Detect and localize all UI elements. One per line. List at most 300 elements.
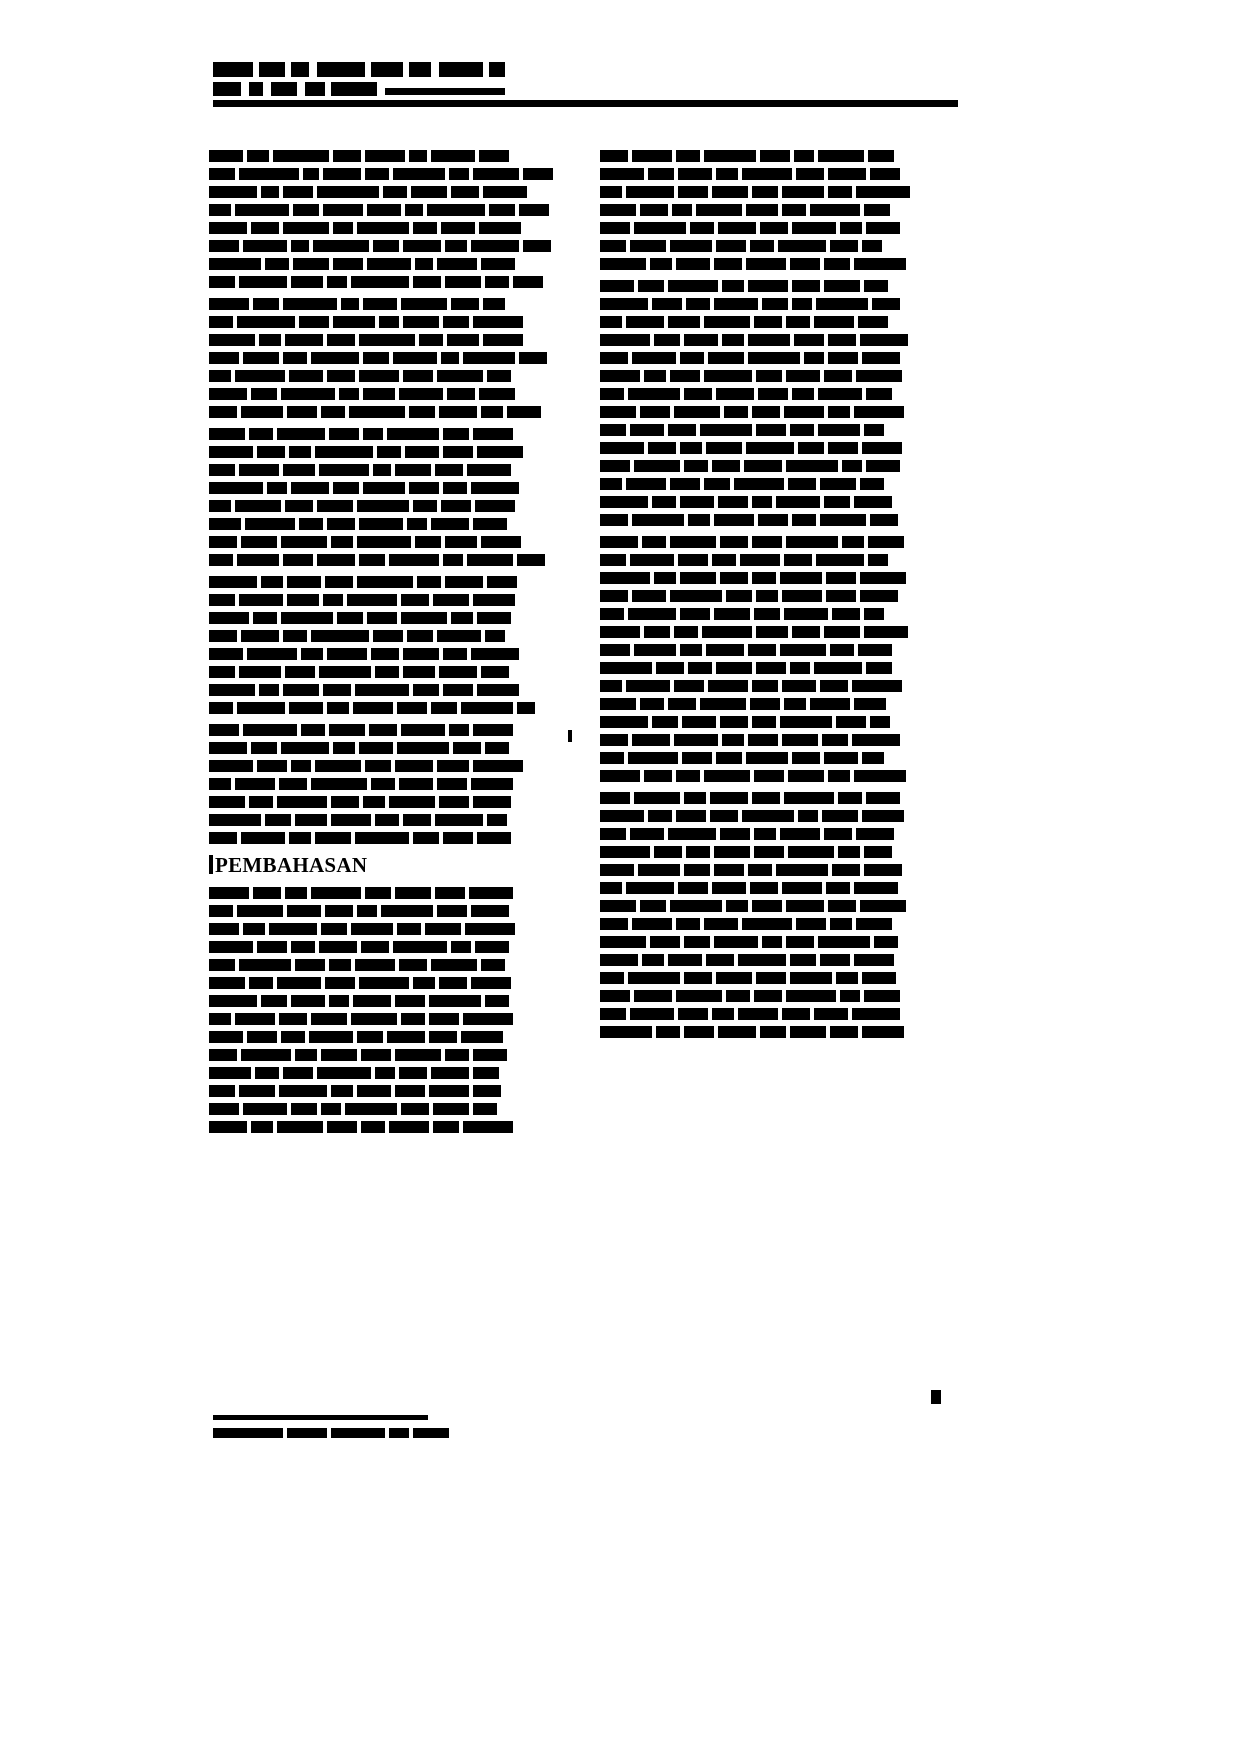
redacted-word	[718, 496, 748, 508]
redacted-word	[716, 240, 746, 252]
redacted-word	[648, 810, 672, 822]
redacted-word	[752, 792, 780, 804]
redacted-word	[237, 554, 279, 566]
redacted-word	[832, 608, 860, 620]
redacted-word	[441, 500, 471, 512]
redacted-word	[401, 1103, 429, 1115]
redacted-word	[632, 918, 672, 930]
redacted-text-line	[209, 1067, 567, 1079]
redacted-word	[315, 832, 351, 844]
redacted-word	[716, 388, 754, 400]
redacted-word	[828, 186, 852, 198]
redacted-word	[415, 536, 441, 548]
redacted-word	[395, 1049, 441, 1061]
redacted-word	[283, 352, 307, 364]
redacted-word	[684, 334, 718, 346]
redacted-word	[483, 334, 523, 346]
redacted-word	[794, 334, 824, 346]
redacted-word	[818, 424, 860, 436]
redacted-word	[327, 370, 355, 382]
redacted-word	[401, 594, 429, 606]
redacted-word	[866, 662, 892, 674]
redacted-text-line	[600, 572, 958, 584]
redacted-word	[690, 222, 714, 234]
redacted-word	[475, 941, 509, 953]
redacted-word	[209, 406, 237, 418]
redacted-word	[365, 168, 389, 180]
redacted-word	[628, 608, 676, 620]
redacted-word	[481, 258, 515, 270]
redacted-word	[479, 150, 509, 162]
redacted-text-line	[209, 941, 567, 953]
redacted-word	[864, 424, 884, 436]
redacted-word	[251, 1121, 273, 1133]
redacted-word	[830, 644, 854, 656]
redacted-word	[359, 518, 403, 530]
redacted-text-line	[209, 594, 567, 606]
redacted-text-line	[209, 814, 567, 826]
redacted-word	[856, 370, 902, 382]
redacted-word	[756, 972, 786, 984]
redacted-word	[323, 204, 363, 216]
redacted-word	[319, 941, 357, 953]
redacted-text-line	[209, 905, 567, 917]
redacted-word	[209, 204, 231, 216]
redacted-word	[854, 258, 906, 270]
redacted-word	[790, 1026, 826, 1038]
redacted-word	[860, 590, 898, 602]
redacted-word	[600, 460, 630, 472]
redacted-word	[746, 442, 794, 454]
redacted-word	[451, 612, 473, 624]
redacted-word	[209, 554, 233, 566]
redacted-word	[443, 684, 473, 696]
redacted-word	[788, 846, 834, 858]
redacted-text-line	[209, 334, 567, 346]
redacted-word	[634, 792, 680, 804]
redacted-word	[828, 770, 850, 782]
header-block	[271, 82, 297, 96]
redacted-word	[339, 388, 359, 400]
redacted-word	[209, 702, 233, 714]
redacted-word	[652, 298, 682, 310]
redacted-word	[517, 702, 535, 714]
redacted-text-line	[209, 276, 567, 288]
redacted-word	[632, 352, 676, 364]
redacted-word	[866, 222, 900, 234]
redacted-word	[720, 572, 748, 584]
redacted-word	[397, 923, 421, 935]
redacted-word	[828, 352, 858, 364]
redacted-word	[485, 742, 509, 754]
redacted-word	[632, 734, 670, 746]
footnote-text	[213, 1428, 453, 1438]
redacted-word	[437, 778, 467, 790]
redacted-word	[289, 446, 311, 458]
redacted-word	[750, 698, 780, 710]
redacted-text-line	[600, 240, 958, 252]
redacted-text-line	[600, 990, 958, 1002]
redacted-text-line	[600, 496, 958, 508]
redacted-word	[650, 258, 672, 270]
redacted-word	[387, 1031, 425, 1043]
redacted-word	[209, 150, 243, 162]
redacted-word	[820, 680, 848, 692]
redacted-word	[381, 905, 433, 917]
redacted-word	[678, 554, 708, 566]
redacted-word	[397, 742, 449, 754]
redacted-word	[626, 680, 670, 692]
redacted-word	[708, 680, 748, 692]
redacted-word	[209, 742, 247, 754]
redacted-word	[842, 536, 864, 548]
redacted-word	[680, 352, 704, 364]
redacted-word	[241, 536, 277, 548]
redacted-word	[600, 734, 628, 746]
redacted-word	[792, 752, 820, 764]
redacted-word	[780, 572, 822, 584]
redacted-text-line	[600, 846, 958, 858]
redacted-word	[441, 222, 475, 234]
redacted-word	[291, 482, 329, 494]
redacted-word	[754, 846, 784, 858]
redacted-word	[353, 702, 393, 714]
redacted-word	[235, 778, 275, 790]
redacted-word	[640, 698, 664, 710]
redacted-word	[684, 388, 712, 400]
redacted-word	[357, 1031, 383, 1043]
redacted-word	[696, 204, 742, 216]
redacted-word	[461, 1031, 503, 1043]
redacted-word	[854, 698, 886, 710]
redacted-word	[854, 954, 894, 966]
redacted-word	[287, 576, 321, 588]
redacted-word	[866, 792, 900, 804]
redacted-word	[209, 796, 245, 808]
redacted-word	[600, 442, 644, 454]
redacted-word	[359, 742, 393, 754]
redacted-word	[758, 514, 788, 526]
redacted-word	[746, 258, 786, 270]
redacted-word	[471, 905, 509, 917]
redacted-word	[325, 905, 353, 917]
redacted-word	[714, 298, 758, 310]
redacted-word	[209, 648, 243, 660]
redacted-word	[311, 887, 361, 899]
redacted-paragraph	[600, 280, 958, 526]
redacted-word	[794, 150, 814, 162]
redacted-word	[680, 644, 702, 656]
header-block	[213, 82, 241, 96]
redacted-word	[676, 990, 722, 1002]
redacted-word	[389, 554, 439, 566]
redacted-word	[628, 388, 680, 400]
redacted-text-line	[209, 446, 567, 458]
redacted-word	[600, 954, 638, 966]
redacted-text-line	[209, 1103, 567, 1115]
redacted-word	[776, 864, 828, 876]
redacted-word	[481, 536, 521, 548]
redacted-word	[786, 536, 838, 548]
redacted-word	[395, 760, 433, 772]
redacted-word	[656, 1026, 680, 1038]
redacted-text-line	[209, 428, 567, 440]
redacted-word	[704, 150, 756, 162]
redacted-word	[477, 612, 511, 624]
redacted-word	[443, 648, 467, 660]
redacted-text-line	[209, 630, 567, 642]
redacted-word	[864, 626, 908, 638]
redacted-word	[720, 536, 748, 548]
redacted-word	[760, 150, 790, 162]
redacted-text-line	[209, 500, 567, 512]
redacted-text-line	[600, 734, 958, 746]
redacted-word	[714, 864, 744, 876]
redacted-word	[652, 716, 678, 728]
redacted-word	[854, 770, 906, 782]
redacted-word	[838, 846, 860, 858]
redacted-word	[748, 644, 776, 656]
redacted-text-line	[600, 900, 958, 912]
redacted-word	[854, 882, 898, 894]
redacted-word	[686, 298, 710, 310]
redacted-word	[291, 941, 315, 953]
redacted-word	[373, 464, 391, 476]
redacted-word	[630, 240, 666, 252]
redacted-word	[445, 240, 467, 252]
page-header	[213, 58, 958, 98]
redacted-word	[704, 918, 738, 930]
redacted-word	[858, 644, 892, 656]
redacted-word	[854, 406, 904, 418]
redacted-word	[473, 428, 513, 440]
redacted-word	[383, 186, 407, 198]
redacted-word	[209, 316, 233, 328]
redacted-text-line	[600, 972, 958, 984]
redacted-text-line	[600, 680, 958, 692]
redacted-word	[600, 608, 624, 620]
redacted-word	[828, 900, 856, 912]
redacted-word	[836, 716, 866, 728]
redacted-text-line	[209, 684, 567, 696]
redacted-word	[634, 460, 680, 472]
redacted-word	[868, 150, 894, 162]
redacted-word	[600, 388, 624, 400]
redacted-word	[431, 518, 469, 530]
redacted-word	[752, 572, 776, 584]
redacted-word	[437, 258, 477, 270]
redacted-word	[209, 814, 261, 826]
redacted-word	[676, 810, 706, 822]
redacted-word	[209, 977, 245, 989]
redacted-word	[740, 554, 780, 566]
redacted-word	[451, 186, 479, 198]
redacted-word	[413, 977, 435, 989]
redacted-word	[840, 990, 860, 1002]
redacted-word	[792, 388, 814, 400]
redacted-word	[315, 760, 361, 772]
redacted-word	[395, 995, 425, 1007]
redacted-word	[862, 442, 902, 454]
redacted-text-line	[209, 388, 567, 400]
redacted-word	[351, 1013, 397, 1025]
redacted-word	[253, 612, 277, 624]
redacted-word	[451, 298, 479, 310]
redacted-text-line	[209, 1031, 567, 1043]
redacted-word	[351, 276, 409, 288]
redacted-word	[752, 900, 782, 912]
redacted-word	[489, 204, 515, 216]
redacted-word	[776, 496, 820, 508]
redacted-word	[401, 298, 447, 310]
redacted-word	[483, 298, 505, 310]
redacted-word	[600, 918, 628, 930]
redacted-word	[361, 941, 389, 953]
redacted-word	[329, 724, 365, 736]
redacted-word	[786, 370, 820, 382]
redacted-word	[247, 648, 297, 660]
redacted-word	[668, 828, 716, 840]
redacted-word	[209, 1013, 231, 1025]
redacted-word	[792, 280, 820, 292]
redacted-text-line	[600, 882, 958, 894]
redacted-word	[485, 276, 509, 288]
redacted-paragraph	[209, 298, 567, 418]
redacted-word	[832, 864, 860, 876]
redacted-word	[600, 258, 646, 270]
redacted-word	[814, 316, 854, 328]
redacted-word	[487, 814, 507, 826]
redacted-word	[600, 424, 626, 436]
redacted-word	[600, 222, 630, 234]
redacted-word	[752, 496, 772, 508]
redacted-word	[447, 388, 475, 400]
redacted-word	[209, 905, 233, 917]
redacted-word	[824, 828, 852, 840]
redacted-word	[680, 496, 714, 508]
redacted-word	[237, 702, 285, 714]
redacted-word	[239, 168, 299, 180]
redacted-word	[790, 972, 832, 984]
redacted-word	[311, 352, 359, 364]
redacted-word	[295, 959, 325, 971]
redacted-text-line	[209, 406, 567, 418]
redacted-text-line	[209, 258, 567, 270]
redacted-word	[329, 995, 349, 1007]
redacted-word	[429, 1013, 459, 1025]
redacted-text-line	[209, 576, 567, 588]
redacted-word	[756, 590, 778, 602]
redacted-word	[361, 1049, 391, 1061]
redacted-word	[634, 644, 676, 656]
redacted-word	[473, 760, 523, 772]
redacted-word	[790, 662, 810, 674]
redacted-word	[361, 1121, 385, 1133]
redacted-word	[265, 258, 289, 270]
redacted-word	[862, 1026, 904, 1038]
redacted-word	[237, 905, 283, 917]
redacted-word	[754, 316, 782, 328]
redacted-word	[634, 222, 686, 234]
redacted-word	[327, 334, 355, 346]
redacted-word	[393, 168, 445, 180]
redacted-word	[830, 240, 858, 252]
redacted-word	[712, 186, 748, 198]
redacted-word	[325, 576, 353, 588]
redacted-word	[600, 370, 640, 382]
redacted-word	[367, 258, 411, 270]
redacted-word	[748, 352, 800, 364]
redacted-word	[688, 514, 710, 526]
redacted-text-line	[209, 150, 567, 162]
redacted-word	[818, 150, 864, 162]
redacted-text-line	[600, 406, 958, 418]
redacted-word	[315, 446, 373, 458]
redacted-word	[824, 370, 852, 382]
header-block	[213, 62, 253, 77]
redacted-word	[706, 644, 744, 656]
redacted-word	[600, 334, 650, 346]
redacted-word	[401, 612, 447, 624]
redacted-word	[387, 428, 439, 440]
redacted-word	[864, 864, 902, 876]
redacted-word	[716, 168, 738, 180]
redacted-word	[419, 334, 443, 346]
redacted-word	[209, 1103, 239, 1115]
redacted-word	[840, 222, 862, 234]
redacted-word	[359, 370, 399, 382]
redacted-word	[357, 905, 377, 917]
redacted-word	[862, 810, 904, 822]
redacted-text-line	[600, 716, 958, 728]
redacted-word	[289, 702, 323, 714]
redacted-word	[323, 684, 351, 696]
redacted-word	[331, 1085, 353, 1097]
redacted-word	[513, 276, 543, 288]
redacted-word	[209, 536, 237, 548]
redacted-word	[678, 168, 712, 180]
redacted-word	[686, 846, 710, 858]
redacted-word	[706, 954, 734, 966]
redacted-word	[784, 406, 824, 418]
redacted-word	[375, 1067, 395, 1079]
redacted-word	[670, 590, 722, 602]
redacted-word	[281, 612, 333, 624]
redacted-word	[413, 276, 441, 288]
redacted-word	[403, 240, 441, 252]
redacted-word	[281, 536, 327, 548]
redacted-word	[600, 864, 634, 876]
redacted-text-line	[600, 662, 958, 674]
redacted-word	[239, 594, 283, 606]
redacted-word	[756, 370, 782, 382]
redacted-word	[209, 168, 235, 180]
redacted-word	[738, 954, 786, 966]
redacted-text-line	[600, 752, 958, 764]
header-block	[385, 88, 505, 95]
redacted-word	[852, 734, 900, 746]
redacted-text-line	[600, 168, 958, 180]
redacted-word	[684, 972, 712, 984]
redacted-word	[463, 1121, 513, 1133]
redacted-word	[209, 612, 249, 624]
redacted-word	[473, 1085, 501, 1097]
redacted-word	[600, 316, 622, 328]
redacted-word	[760, 1026, 786, 1038]
redacted-word	[798, 810, 818, 822]
redacted-word	[371, 778, 395, 790]
redacted-text-line	[600, 424, 958, 436]
